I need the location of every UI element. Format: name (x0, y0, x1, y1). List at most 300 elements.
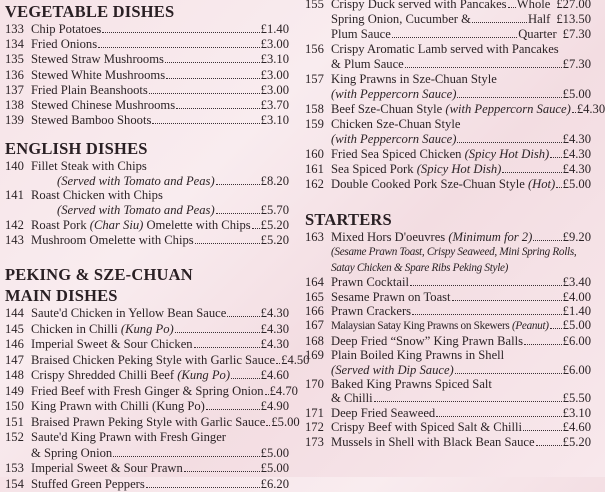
item-number: 157 (305, 72, 331, 87)
item-text: Mushroom Omelette with Chips (31, 233, 194, 247)
menu-item (305, 42, 591, 72)
dot-leader (405, 67, 562, 68)
item-number: 147 (5, 353, 31, 369)
menu-item-line (5, 83, 289, 98)
item-name (331, 435, 535, 449)
menu-item-line (305, 12, 591, 27)
item-text: King Prawn with Chilli (Kung Po) (31, 399, 205, 413)
item-note: (Spicy Hot Dish) (417, 162, 502, 176)
menu-item-line (305, 230, 591, 244)
menu-item-line (305, 42, 591, 57)
item-name (31, 83, 148, 98)
item-name (31, 159, 147, 174)
item-number: 160 (305, 147, 331, 162)
item-price: £5.50 (563, 391, 591, 405)
menu-item-line (305, 304, 591, 318)
item-text: Stewed Chinese Mushrooms (31, 98, 175, 112)
menu-item-line (5, 218, 289, 233)
item-number: 165 (305, 290, 331, 304)
item-number: 140 (5, 159, 31, 174)
item-name (331, 12, 471, 27)
dot-leader (252, 228, 260, 229)
menu-item (305, 304, 591, 318)
menu-item-line (5, 159, 289, 174)
menu-item-line (5, 188, 289, 203)
item-number: 142 (5, 218, 31, 233)
item-text: & Spring Onion (31, 446, 112, 460)
item-name (331, 27, 391, 42)
menu-item-line (305, 377, 591, 391)
menu-item-line (5, 68, 289, 83)
item-price: £3.00 (261, 83, 289, 98)
item-text: Sesame Prawn on Toast (331, 290, 451, 304)
item-price: £3.70 (261, 98, 289, 113)
item-text: Braised Chicken Peking Style with Garlic Sauce (31, 353, 275, 367)
item-number: 133 (5, 22, 31, 37)
item-text: Imperial Sweet & Sour Prawn (31, 461, 183, 475)
menu-item (5, 322, 289, 338)
item-number: 158 (305, 102, 331, 117)
dot-leader (206, 409, 260, 410)
item-price: £4.30 (261, 322, 289, 338)
item-text: Fried Sea Spiced Chicken (331, 147, 465, 161)
item-price: £27.00 (556, 0, 591, 12)
item-number: 172 (305, 420, 331, 434)
menu-item-line (305, 348, 591, 362)
menu-item-line (305, 275, 591, 289)
item-number: 163 (305, 230, 331, 244)
dot-leader (502, 172, 561, 173)
menu-item (5, 477, 289, 492)
item-text: Beef Sze-Chuan Style (331, 102, 445, 116)
item-number: 168 (305, 334, 331, 348)
item-price: £5.00 (563, 318, 591, 332)
menu-item (5, 52, 289, 67)
menu-item (5, 188, 289, 217)
item-text: Plum Sauce (331, 27, 391, 41)
dot-leader (524, 344, 562, 345)
menu-item-line (5, 353, 289, 369)
item-text: Crispy Beef with Spiced Salt & Chilli (331, 420, 522, 434)
item-price: £4.90 (261, 399, 289, 415)
menu-item-line (305, 147, 591, 162)
menu-item (305, 147, 591, 162)
item-number: 169 (305, 348, 331, 362)
menu-section (5, 265, 289, 492)
menu-item (5, 98, 289, 113)
dot-leader (165, 62, 260, 63)
item-price: £5.00 (563, 177, 591, 192)
item-text: Spring Onion, Cucumber & (331, 12, 471, 26)
item-text: Chicken in Chilli (31, 322, 121, 336)
item-note: (Kung Po) (177, 368, 230, 382)
item-price: £7.30 (563, 27, 591, 42)
menu-section (5, 139, 289, 247)
menu-item (305, 162, 591, 177)
dot-leader (231, 378, 260, 379)
item-price: £4.70 (270, 384, 298, 400)
item-name (31, 430, 226, 446)
item-price: £3.10 (261, 113, 289, 128)
menu-item (5, 368, 289, 384)
menu-item-line (5, 368, 289, 384)
menu-item (5, 353, 289, 369)
item-price: £8.20 (261, 174, 289, 189)
dot-leader (457, 142, 561, 143)
item-number: 162 (305, 177, 331, 192)
dot-leader (113, 456, 259, 457)
item-text: Stuffed Green Peppers (31, 477, 145, 491)
item-text: Crispy Duck served with Pancakes (331, 0, 507, 11)
item-text: Saute'd King Prawn with Fresh Ginger (31, 430, 226, 444)
menu-item (5, 113, 289, 128)
dot-leader (550, 328, 562, 329)
menu-item-line (305, 72, 591, 87)
item-note: (Spicy Hot Dish) (465, 147, 550, 161)
item-text: Prawn Crackers (331, 304, 411, 318)
item-price: £5.20 (563, 435, 591, 449)
dot-leader (436, 416, 561, 417)
item-number: 145 (5, 322, 31, 338)
item-name (31, 68, 165, 83)
item-number: 170 (305, 377, 331, 391)
item-text: Fried Plain Beanshoots (31, 83, 148, 97)
item-price: £4.30 (563, 132, 591, 147)
item-number: 135 (5, 52, 31, 67)
item-text: Fried Beef with Fresh Ginger & Spring Onion (31, 384, 264, 398)
dot-leader (457, 97, 561, 98)
item-text: Crispy Shredded Chilli Beef (31, 368, 177, 382)
dot-leader (216, 213, 260, 214)
dot-leader (392, 37, 517, 38)
item-price: £4.30 (261, 337, 289, 353)
menu-item-line (5, 233, 289, 248)
dot-leader (176, 108, 260, 109)
item-text: Fried Onions (31, 37, 97, 51)
item-note: (Hot) (528, 177, 555, 191)
item-name (31, 477, 145, 492)
dot-leader (175, 332, 260, 333)
item-price: £4.30 (563, 162, 591, 177)
item-name (31, 446, 112, 462)
item-number: 166 (305, 304, 331, 318)
menu-item (5, 337, 289, 353)
menu-item-line (305, 435, 591, 449)
item-name (331, 244, 576, 259)
menu-item (5, 159, 289, 188)
item-price: £5.20 (261, 233, 289, 248)
menu-item-line (5, 446, 289, 462)
item-price: £3.40 (563, 275, 591, 289)
item-price: £3.00 (261, 68, 289, 83)
menu-item-line (305, 318, 591, 333)
menu-item-line (5, 203, 289, 218)
item-name (331, 117, 460, 132)
menu-item-line (305, 102, 591, 117)
item-name (331, 391, 373, 405)
menu-item (5, 430, 289, 461)
dot-leader (276, 363, 280, 364)
item-note: Satay Chicken & Spare Ribs Peking Style) (331, 262, 508, 274)
item-price: £4.60 (261, 368, 289, 384)
dot-leader (412, 314, 562, 315)
item-text: & Chilli (331, 391, 373, 405)
item-name (331, 348, 504, 362)
menu-item (5, 415, 289, 431)
item-number: 167 (305, 318, 331, 332)
menu-item (5, 37, 289, 52)
item-name (331, 363, 454, 377)
item-number: 154 (5, 477, 31, 492)
item-number: 148 (5, 368, 31, 384)
item-price: £6.00 (563, 334, 591, 348)
item-name (31, 384, 264, 400)
item-name (31, 322, 174, 338)
item-text: Chicken Sze-Chuan Style (331, 117, 460, 131)
item-text: Stewed Bamboo Shoots (31, 113, 151, 127)
item-name (331, 260, 508, 275)
item-text: Omelette with Chips (143, 218, 250, 232)
item-number: 144 (5, 306, 31, 322)
item-name (31, 52, 164, 67)
item-price: £6.00 (563, 363, 591, 377)
item-name (331, 230, 532, 244)
item-text: Baked King Prawns Spiced Salt (331, 377, 492, 391)
menu-section (305, 210, 591, 449)
menu-item-line (305, 0, 591, 12)
menu-item-line (5, 415, 289, 431)
menu-item (305, 275, 591, 289)
item-note: (with Peppercorn Sauce) (331, 132, 456, 146)
menu-item-line (5, 430, 289, 446)
item-price: £5.20 (261, 218, 289, 233)
item-price: £13.50 (556, 12, 591, 27)
menu-item (5, 233, 289, 248)
item-number: 149 (5, 384, 31, 400)
menu-item (5, 68, 289, 83)
item-price: £4.50 (281, 353, 309, 369)
dot-leader (216, 184, 260, 185)
dot-leader (374, 401, 562, 402)
section-heading: VEGETABLE DISHES (5, 2, 289, 22)
item-name (331, 102, 571, 117)
menu-item-line (5, 174, 289, 189)
dot-leader (508, 7, 516, 8)
menu-item-line (5, 306, 289, 322)
section-heading: PEKING & SZE-CHUAN (5, 265, 289, 285)
item-price: £4.30 (261, 306, 289, 322)
menu-item (305, 406, 591, 420)
item-number: 171 (305, 406, 331, 420)
item-number: 151 (5, 415, 31, 431)
menu-item (305, 348, 591, 377)
menu-item-line (305, 406, 591, 420)
item-text: Chip Potatoes (31, 22, 101, 36)
menu-item (5, 83, 289, 98)
item-name (331, 72, 497, 87)
item-number: 136 (5, 68, 31, 83)
item-name (31, 461, 183, 477)
menu-item-line (305, 363, 591, 377)
item-number: 164 (305, 275, 331, 289)
item-price: £3.10 (261, 52, 289, 67)
item-text: Imperial Sweet & Sour Chicken (31, 337, 193, 351)
menu-item-line (5, 322, 289, 338)
dot-leader (184, 471, 260, 472)
menu-item (5, 384, 289, 400)
section-heading: MAIN DISHES (5, 286, 289, 306)
menu-item (305, 177, 591, 192)
item-number: 146 (5, 337, 31, 353)
item-text: Stewed Straw Mushrooms (31, 52, 164, 66)
menu-item-line (5, 22, 289, 37)
dot-leader (194, 347, 260, 348)
dot-leader (266, 425, 270, 426)
item-price: £5.00 (563, 87, 591, 102)
item-text: Fillet Steak with Chips (31, 159, 147, 173)
menu-section (5, 2, 289, 128)
item-name (331, 406, 435, 420)
item-text: Braised Prawn Peking Style with Garlic Sauce (31, 415, 265, 429)
portion-size: Half (528, 12, 550, 27)
menu-item-line (5, 52, 289, 67)
dot-leader (536, 445, 562, 446)
menu-item (5, 461, 289, 477)
item-text: Prawn Cocktail (331, 275, 409, 289)
item-text: Double Cooked Pork Sze-Chuan Style (331, 177, 528, 191)
dot-leader (452, 300, 562, 301)
menu-item-line (305, 132, 591, 147)
section-heading: ENGLISH DISHES (5, 139, 289, 159)
dot-leader (550, 157, 561, 158)
dot-leader (195, 243, 260, 244)
item-note: (Served with Tomato and Peas) (57, 174, 215, 188)
dot-leader (556, 187, 561, 188)
item-note: (Served with Tomato and Peas) (57, 203, 215, 217)
item-number: 152 (5, 430, 31, 446)
item-name (31, 37, 97, 52)
item-price: £9.20 (563, 230, 591, 244)
item-text: Malaysian Satay King Prawns on Skewers (331, 320, 512, 332)
menu-item-line (5, 337, 289, 353)
item-name (331, 0, 507, 12)
item-number: 155 (305, 0, 331, 12)
item-text: Mussels in Shell with Black Bean Sauce (331, 435, 535, 449)
item-name (331, 57, 404, 72)
item-name (331, 377, 492, 391)
item-number: 143 (5, 233, 31, 248)
portion-size: Quarter (518, 27, 556, 42)
item-text: Mixed Hors D'oeuvres (331, 230, 448, 244)
item-price: £6.20 (261, 477, 289, 492)
item-note: (Peanut) (512, 320, 549, 332)
item-name (331, 162, 501, 177)
item-name (331, 177, 555, 192)
dot-leader (227, 316, 259, 317)
item-price: £1.40 (261, 22, 289, 37)
item-text: & Plum Sauce (331, 57, 404, 71)
menu-item (305, 102, 591, 117)
dot-leader (472, 22, 527, 23)
item-text: Stewed White Mushrooms (31, 68, 165, 82)
item-name (331, 87, 456, 102)
item-name (31, 22, 101, 37)
menu-item-line (305, 87, 591, 102)
menu-item-line (5, 113, 289, 128)
item-text: King Prawns in Sze-Chuan Style (331, 72, 497, 86)
item-number: 134 (5, 37, 31, 52)
menu-item (5, 22, 289, 37)
item-note: (Kung Po) (121, 322, 174, 336)
item-price: £7.30 (563, 57, 591, 72)
item-number: 161 (305, 162, 331, 177)
menu-item (5, 306, 289, 322)
item-number: 150 (5, 399, 31, 415)
dot-leader (265, 394, 269, 395)
item-text: Deep Fried “Snow” King Prawn Balls (331, 334, 523, 348)
item-text: Sea Spiced Pork (331, 162, 417, 176)
item-name (331, 334, 523, 348)
menu-item-line (5, 37, 289, 52)
item-note: (Sesame Prawn Toast, Crispy Seaweed, Mini Spring Rolls, (331, 246, 576, 258)
menu-item-line (5, 384, 289, 400)
item-price: £4.00 (563, 290, 591, 304)
item-number: 153 (5, 461, 31, 477)
item-name (331, 290, 451, 304)
menu-item (305, 290, 591, 304)
menu-item-line (305, 260, 591, 275)
menu-section (305, 0, 591, 192)
item-price: £4.30 (563, 147, 591, 162)
item-price: £4.30 (577, 102, 605, 117)
dot-leader (572, 112, 576, 113)
item-name (331, 147, 549, 162)
item-note: (Char Siu) (90, 218, 144, 232)
item-number: 159 (305, 117, 331, 132)
menu-item-line (305, 244, 591, 259)
menu-item (305, 377, 591, 406)
menu-item-line (305, 162, 591, 177)
menu-item (305, 0, 591, 42)
menu-item (5, 399, 289, 415)
menu-item (305, 420, 591, 434)
dot-leader (152, 123, 259, 124)
portion-size: Whole (517, 0, 551, 12)
menu-item-line (5, 461, 289, 477)
item-number: 137 (5, 83, 31, 98)
dot-leader (455, 373, 562, 374)
dot-leader (523, 430, 562, 431)
item-name (31, 368, 230, 384)
item-price: £1.40 (563, 304, 591, 318)
section-heading: STARTERS (305, 210, 591, 230)
menu-item-line (305, 117, 591, 132)
item-name (31, 98, 175, 113)
item-note: (with Peppercorn Sauce) (331, 87, 456, 101)
menu-item-line (305, 334, 591, 348)
item-note: (with Peppercorn Sauce) (445, 102, 570, 116)
menu-item-line (305, 27, 591, 42)
item-name (331, 132, 456, 147)
dot-leader (533, 240, 561, 241)
item-name (31, 113, 151, 128)
menu-item-line (305, 177, 591, 192)
item-price: £5.00 (261, 461, 289, 477)
item-name (31, 399, 205, 415)
item-name (31, 415, 265, 431)
menu-item-line (5, 399, 289, 415)
item-name (31, 337, 193, 353)
